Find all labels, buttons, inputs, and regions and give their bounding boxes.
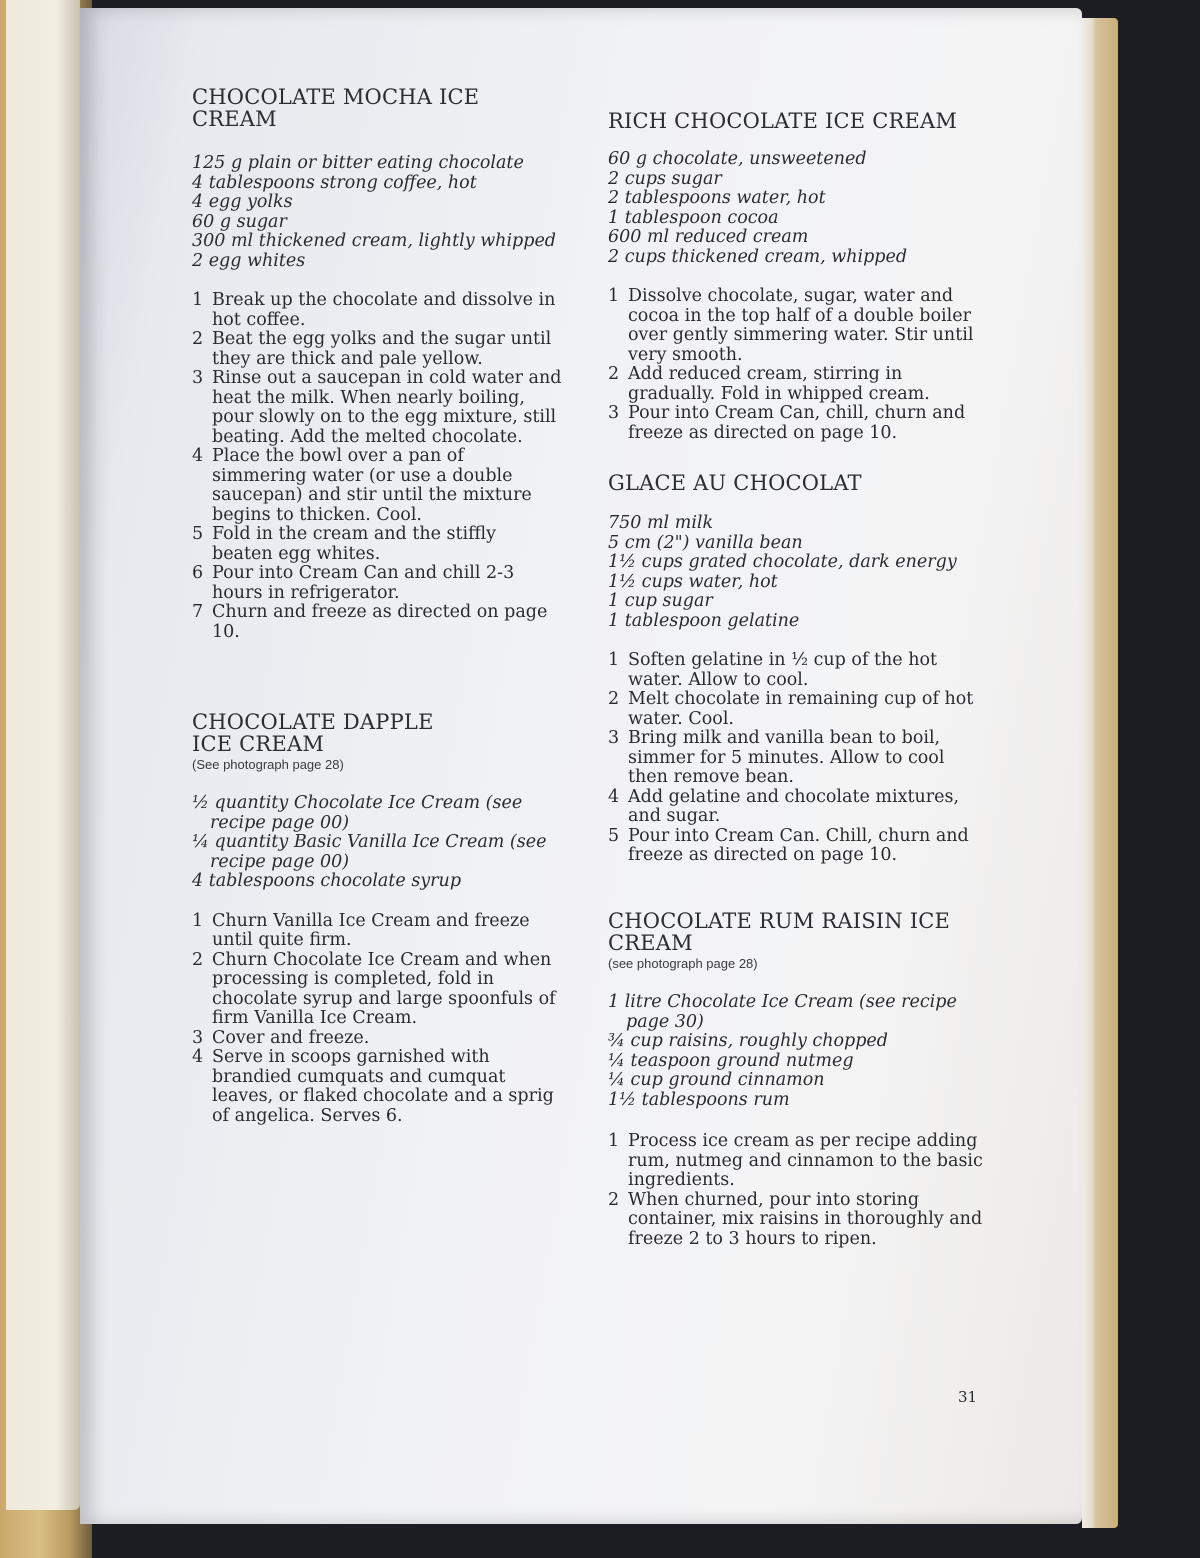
step-number: 2 bbox=[608, 689, 620, 709]
step-number: 2 bbox=[192, 949, 204, 970]
step-text: When churned, pour into storing container, mix raisins in thoroughly and freeze 2 to 3 hours to ripen. bbox=[628, 1189, 983, 1249]
step-number: 3 bbox=[608, 728, 620, 748]
recipe-chocolate-rum-raisin bbox=[608, 910, 988, 1249]
step-item bbox=[192, 564, 562, 603]
step-number: 2 bbox=[192, 329, 204, 349]
recipe-title: CHOCOLATE RUM RAISIN ICE CREAM bbox=[608, 909, 951, 955]
recipe-chocolate-dapple bbox=[192, 711, 562, 1126]
step-item bbox=[608, 287, 988, 365]
ingredient: 1½ cups water, hot bbox=[608, 571, 778, 592]
ingredient: 2 tablespoons water, hot bbox=[608, 188, 826, 208]
step-number: 2 bbox=[608, 364, 620, 384]
ingredient-list bbox=[608, 993, 988, 1110]
step-text: Cover and freeze. bbox=[212, 1027, 370, 1048]
photo-note: (see photograph page 28) bbox=[608, 956, 758, 971]
step-item bbox=[608, 404, 988, 443]
ingredient: ¼ quantity Basic Vanilla Ice Cream (see recipe page 00) bbox=[192, 832, 547, 872]
step-text: Pour into Cream Can and chill 2-3 hours in refrigerator. bbox=[212, 563, 515, 603]
step-text: Add reduced cream, stirring in gradually. Fold in whipped cream. bbox=[628, 364, 930, 404]
step-number: 4 bbox=[608, 786, 620, 807]
ingredient: 60 g chocolate, unsweetened bbox=[608, 149, 867, 169]
ingredient: 1 litre Chocolate Ice Cream (see recipe page 30) bbox=[608, 992, 957, 1032]
recipe-rich-chocolate bbox=[608, 110, 988, 443]
ingredient: 4 tablespoons strong coffee, hot bbox=[192, 172, 477, 193]
step-item bbox=[608, 651, 988, 690]
step-item bbox=[608, 690, 988, 729]
step-list bbox=[608, 651, 988, 866]
step-item bbox=[192, 1048, 562, 1126]
step-number: 3 bbox=[192, 1027, 204, 1048]
recipe-title: CHOCOLATE MOCHA ICE CREAM bbox=[192, 85, 480, 131]
step-item bbox=[192, 447, 562, 525]
ingredient: 125 g plain or bitter eating chocolate bbox=[192, 153, 524, 173]
ingredient: 2 cups thickened cream, whipped bbox=[608, 246, 908, 267]
step-text: Bring milk and vanilla bean to boil, simmer for 5 minutes. Allow to cool then remove bean. bbox=[628, 728, 945, 787]
ingredient: 1 cup sugar bbox=[608, 591, 713, 611]
photo-note: (See photograph page 28) bbox=[192, 757, 344, 772]
ingredient: 1 tablespoon cocoa bbox=[608, 207, 779, 228]
step-text: Dissolve chocolate, sugar, water and cocoa in the top half of a double boiler over gently simmering water. Stir until very smooth. bbox=[628, 286, 974, 365]
step-text: Churn Vanilla Ice Cream and freeze until quite firm. bbox=[212, 910, 530, 950]
ingredient: ¼ teaspoon ground nutmeg bbox=[608, 1050, 854, 1071]
step-number: 1 bbox=[192, 290, 204, 310]
ingredient-list bbox=[192, 154, 562, 271]
ingredient: ¼ cup ground cinnamon bbox=[608, 1070, 825, 1090]
back-cover-edge bbox=[1082, 18, 1118, 1528]
step-number: 4 bbox=[192, 446, 204, 466]
step-text: Break up the chocolate and dissolve in hot coffee. bbox=[212, 290, 556, 330]
step-text: Rinse out a saucepan in cold water and heat the milk. When nearly boiling, pour slowly on to the egg mixture, still beating. Add the melted chocolate. bbox=[212, 368, 562, 447]
ingredient: 4 tablespoons chocolate syrup bbox=[192, 871, 462, 891]
ingredient: 2 egg whites bbox=[192, 250, 306, 271]
step-item bbox=[608, 365, 988, 404]
left-page-edge bbox=[6, 0, 80, 1510]
ingredient: 1½ cups grated chocolate, dark energy bbox=[608, 552, 957, 572]
step-text: Fold in the cream and the stiffly beaten egg whites. bbox=[212, 524, 497, 564]
step-number: 1 bbox=[608, 650, 620, 670]
step-text: Pour into Cream Can, chill, churn and freeze as directed on page 10. bbox=[628, 403, 966, 443]
step-number: 3 bbox=[192, 368, 204, 388]
recipe-chocolate-mocha bbox=[192, 86, 562, 642]
step-number: 2 bbox=[608, 1189, 620, 1210]
step-item bbox=[192, 369, 562, 447]
step-number: 4 bbox=[192, 1047, 204, 1067]
step-text: Add gelatine and chocolate mixtures, and sugar. bbox=[628, 786, 960, 826]
step-number: 3 bbox=[608, 403, 620, 423]
book-page bbox=[80, 8, 1082, 1524]
step-item bbox=[608, 827, 988, 866]
step-text: Process ice cream as per recipe adding rum, nutmeg and cinnamon to the basic ingredients. bbox=[628, 1131, 983, 1190]
recipe-glace-au-chocolat bbox=[608, 472, 988, 866]
step-text: Soften gelatine in ½ cup of the hot water. Allow to cool. bbox=[628, 650, 938, 690]
step-text: Serve in scoops garnished with brandied cumquats and cumquat leaves, or flaked chocolate and a sprig of angelica. Serves 6. bbox=[212, 1047, 554, 1126]
step-item bbox=[192, 951, 562, 1029]
step-number: 5 bbox=[608, 825, 620, 846]
step-text: Churn Chocolate Ice Cream and when processing is completed, fold in chocolate syrup and large spoonfuls of firm Vanilla Ice Cream. bbox=[212, 949, 556, 1028]
ingredient: 1 tablespoon gelatine bbox=[608, 610, 800, 631]
ingredient: ½ quantity Chocolate Ice Cream (see recipe page 00) bbox=[192, 793, 523, 833]
step-item bbox=[192, 1029, 562, 1049]
step-text: Churn and freeze as directed on page 10. bbox=[212, 602, 548, 642]
step-number: 1 bbox=[608, 1131, 620, 1151]
ingredient-list bbox=[608, 514, 988, 631]
ingredient: 750 ml milk bbox=[608, 513, 714, 533]
ingredient-list bbox=[608, 150, 988, 267]
step-text: Beat the egg yolks and the sugar until they are thick and pale yellow. bbox=[212, 329, 552, 369]
ingredient: 2 cups sugar bbox=[608, 168, 722, 189]
step-text: Melt chocolate in remaining cup of hot water. Cool. bbox=[628, 689, 974, 729]
ingredient: 5 cm (2") vanilla bean bbox=[608, 532, 803, 553]
step-item bbox=[608, 788, 988, 827]
step-text: Pour into Cream Can. Chill, churn and freeze as directed on page 10. bbox=[628, 825, 969, 865]
recipe-title: GLACE AU CHOCOLAT bbox=[608, 471, 862, 495]
step-number: 1 bbox=[192, 910, 204, 931]
ingredient: 4 egg yolks bbox=[192, 192, 293, 212]
ingredient: 60 g sugar bbox=[192, 211, 287, 232]
step-text: Place the bowl over a pan of simmering water (or use a double saucepan) and stir until the mixture begins to thicken. Cool. bbox=[212, 446, 532, 525]
ingredient-list bbox=[192, 794, 562, 892]
step-list bbox=[608, 287, 988, 443]
step-item bbox=[608, 1191, 988, 1250]
recipe-title: RICH CHOCOLATE ICE CREAM bbox=[608, 109, 958, 133]
page-number: 31 bbox=[958, 1388, 978, 1406]
step-item bbox=[192, 525, 562, 564]
step-number: 6 bbox=[192, 563, 204, 583]
step-number: 1 bbox=[608, 286, 620, 306]
step-item bbox=[192, 291, 562, 330]
step-item bbox=[608, 729, 988, 788]
step-item bbox=[192, 912, 562, 951]
ingredient: ¾ cup raisins, roughly chopped bbox=[608, 1031, 888, 1051]
step-list bbox=[192, 291, 562, 642]
step-item bbox=[192, 603, 562, 642]
ingredient: 300 ml thickened cream, lightly whipped bbox=[192, 231, 557, 251]
ingredient: 1½ tablespoons rum bbox=[608, 1089, 790, 1110]
step-item bbox=[192, 330, 562, 369]
step-number: 7 bbox=[192, 602, 204, 622]
step-list bbox=[608, 1132, 988, 1249]
step-number: 5 bbox=[192, 524, 204, 544]
step-item bbox=[608, 1132, 988, 1191]
step-list bbox=[192, 912, 562, 1127]
ingredient: 600 ml reduced cream bbox=[608, 227, 809, 247]
recipe-title: CHOCOLATE DAPPLE ICE CREAM bbox=[192, 710, 434, 756]
